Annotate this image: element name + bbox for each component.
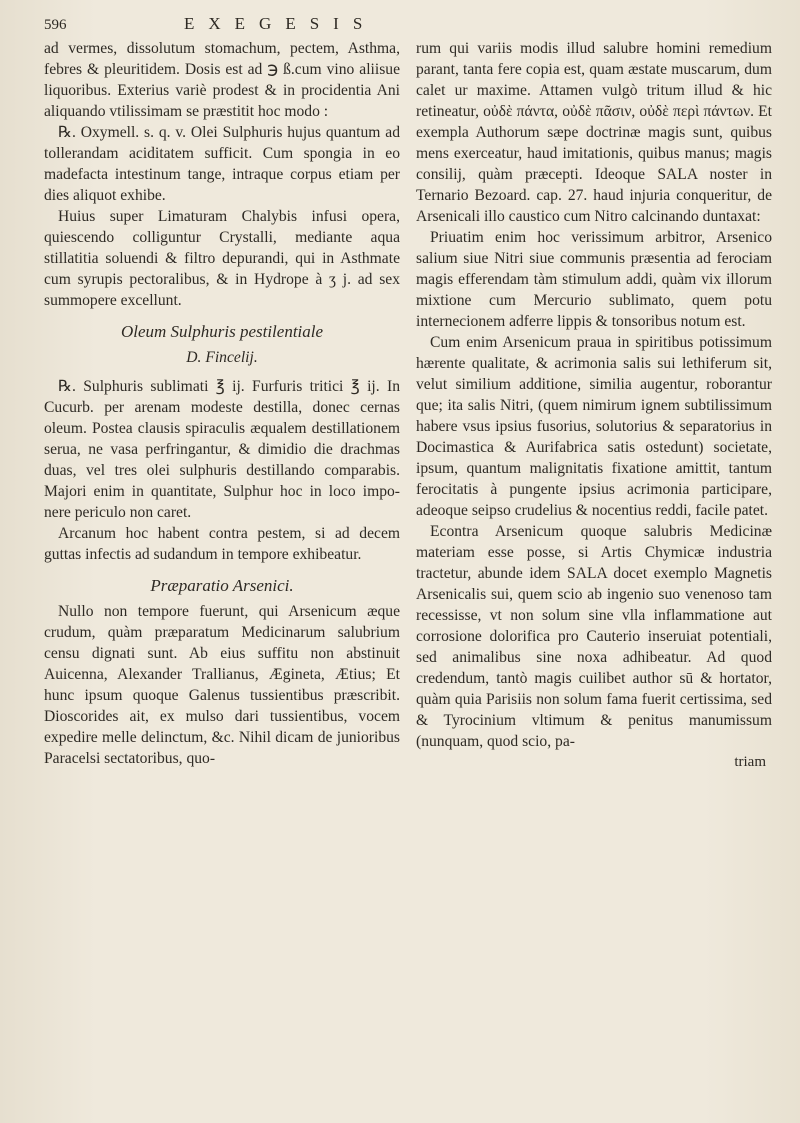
- page-number: 596: [44, 17, 67, 33]
- running-head: [44, 14, 774, 36]
- recipe-oxymel: ℞. Oxymell. s. q. v. Olei Sulphuris hujus quantum ad tollerandam aciditatem sufficit. Cum spongia in eo madefacta intestinum tange, intraque corpus etiam per dies aliquot exhibe.: [44, 124, 400, 204]
- left-paragraph: ad vermes, dissolutum stomachum, pectem, Asthma, febres & pleuritidem. Dosis est ad ℈ ß.cum vino aliisue liquoribus. Exterius variè prodest & in procidentia Ani aliquando vtilissimam se præstitit hoc modo :: [44, 40, 400, 120]
- right-paragraph: Cum enim Arsenicum praua in spiritibus potissimum hærente qualitate, & acrimonia salis sui lethiferum sit, velut similium additione, similia augentur, roborantur que; ita salis Nitri, (quem nimirum ignem subtilissimum habere vsus ipsius fusorius, solutorius & separatorius in Docimastica & Aurifabrica satis ostedunt) societate, ipsum, quantum malignitatis fixatione amittit, tantum ferocitatis à pungente ipsius acrimonia participare, adeoque seipso crudelius & nocentius reddi, facile patet.: [416, 334, 772, 519]
- right-column: [416, 38, 772, 773]
- left-paragraph: Huius super Limaturam Chalybis infusi opera, quiescendo colliguntur Crystalli, mediante aqua stillatitia soluendi & filtro depurandi, qui in Asthmate cum syrupis pectoralibus, & in Hydrope à ʒ j. ad sex summopere excellunt.: [44, 208, 400, 309]
- catchword: triam: [734, 754, 766, 770]
- right-paragraph: Econtra Arsenicum quoque salubris Medicinæ materiam esse posse, si Artis Chymicæ industria tractetur, abunde idem SALA docet exemplo Magnetis Arsenicalis sui, quem scio ab ingenio suo venenoso tam recessisse, vt non solum sine vlla inflammatione aut corrosione dolorifica pro Cauterio inseruiat potentiali, sed animalibus sine noxa adhibeatur. Ad quod credendum, tantò magis cuilibet author sū & hortator, quàm quia Parisiis non solum fama fuerit certissima, sed & Tyrocinium vltimum & penitus manumissum (nunquam, quod scio, pa-: [416, 523, 772, 750]
- text-columns: [44, 38, 774, 773]
- section-heading: Oleum Sulphuris pestilentiale: [120, 322, 324, 341]
- left-paragraph: Arcanum hoc habent contra pestem, si ad decem guttas infectis ad sudandum in tempore exhibeatur.: [44, 525, 400, 563]
- right-paragraph: rum qui variis modis illud salubre homini remedium parant, tanta fere copia est, quam æstate muscarum, dum calet ur maxime. Attamen vulgò tritum illud & hic retineatur, οὐδὲ πάντα, οὐδὲ πᾶσιν, οὐδὲ περὶ πάντων. Et exempla Authorum sæpe doctrinæ magis sunt, quibus mens exerceatur, haud imitationis, quibus manus; magis consilij, quàm præcepti. Ideoque SALA noster in Ternario Bezoard. cap. 27. haud injuria conqueritur, de Arsenicali illo caustico cum Nitro calcinando duntaxat:: [416, 40, 772, 225]
- section-heading: Præparatio Arsenici.: [150, 576, 294, 595]
- running-title: EXEGESIS: [184, 14, 377, 33]
- left-paragraph: Nullo non tempore fuerunt, qui Arsenicum æque crudum, quàm præparatum Medicinarum salubrium censu dignati sunt. Ab eius suffitu non abstinuit Auicenna, Alexander Trallianus, Ægineta, Ætius; Et hunc ipsum quoque Galenus tussientibus præscribit. Dioscorides ait, ex mulso dari tussientibus, vocem expedire melle delinctum, &c. Nihil dicam de junioribus Paracelsi sectatoribus, quo-: [44, 603, 400, 767]
- left-column: [44, 38, 400, 773]
- section-subheading: D. Fincelij.: [186, 349, 258, 366]
- recipe-sulphur: ℞. Sulphuris sublimati ℥ ij. Furfuris tritici ℥ ij. In Cucurb. per arenam modeste destilla, donec cernas oleum. Postea clausis spiraculis æqualem destillationem serua, ne vasa perfringantur, & dimidio die drachmas duas, vel tres olei sulphuris destillando comparabis. Majori enim in quantitate, Sulphur hoc in loco impo-nere periculo non caret.: [44, 378, 400, 521]
- right-paragraph: Priuatim enim hoc verissimum arbitror, Arsenico salium siue Nitri siue communis præsentia ad ferociam magis efferendam tàm stimulum addi, quàm vix illorum mixtione cum Mercurio sublimato, quem potu internecionem adferre lippis & tonsoribus notum est.: [416, 229, 772, 330]
